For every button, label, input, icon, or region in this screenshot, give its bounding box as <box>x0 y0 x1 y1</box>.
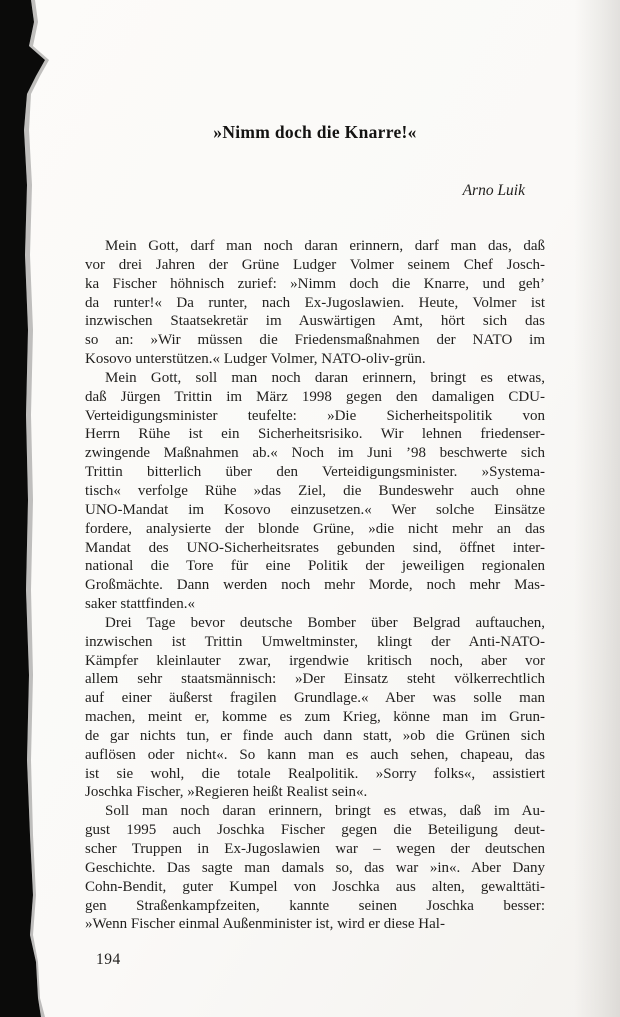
text-line: Kosovo unterstützen.« Ludger Volmer, NATO-oliv-grün. <box>85 351 426 368</box>
text-line: ka Fischer höhnisch zurief: »Nimm doch die Knarre, und geh’ <box>85 275 545 292</box>
text-line: inzwischen Staatsekretär im Auswärtigen Amt, hört sich das <box>85 313 545 330</box>
text-line: inzwischen ist Trittin Umweltminster, klingt der Anti-NATO- <box>85 633 545 650</box>
scan-edge-shape <box>0 0 45 1017</box>
text-line: scher Truppen in Ex-Jugoslawien war – wegen der deutschen <box>85 841 545 857</box>
paragraph <box>85 369 545 614</box>
text-line: fordere, analysierte der blonde Grüne, »die nicht mehr an das <box>85 520 545 537</box>
text-line: Mandat des UNO-Sicherheitsrates gebunden sind, öffnet inter- <box>85 539 545 556</box>
text-line: Geschichte. Das sagte man damals so, das war »in«. Aber Dany <box>85 859 545 876</box>
text-line: Großmächte. Dann werden noch mehr Morde, noch mehr Mas- <box>85 577 545 594</box>
text-line: zwingende Maßnahmen ab.« Noch im Juni ’98 beschwerte sich <box>85 445 545 462</box>
author-name: Arno Luik <box>462 182 525 199</box>
text-line: saker stattfinden.« <box>85 596 195 613</box>
text-line: daß Jürgen Trittin im März 1998 gegen den damaligen CDU- <box>85 388 545 405</box>
text-line: Trittin bitterlich über den Verteidigungsminister. »Systema- <box>85 464 545 481</box>
text-line: UNO-Mandat im Kosovo einzusetzen.« Wer solche Einsätze <box>85 501 545 518</box>
scan-edge-strip <box>0 0 50 1017</box>
text-line: auflösen oder nicht«. So kann man es auch sehen, chapeau, das <box>85 746 545 763</box>
text-line: gust 1995 auch Joschka Fischer gegen die Beteiligung deut- <box>85 822 545 839</box>
text-line: vor drei Jahren der Grüne Ludger Volmer seinem Chef Josch- <box>85 256 545 273</box>
text-line: ist sie wohl, die totale Realpolitik. »Sorry folks«, assistiert <box>85 765 545 782</box>
text-line: »Wenn Fischer einmal Außenminister ist, wird er diese Hal- <box>85 916 445 933</box>
text-line: de gar nichts tun, er finde auch dann statt, »ob die Grünen sich <box>85 727 545 744</box>
text-line: Herrn Rühe ist ein Sicherheitsrisiko. Wir lehnen friedenser- <box>85 426 545 443</box>
page-title: »Nimm doch die Knarre!« <box>213 122 417 142</box>
text-line: auf einer äußerst fragilen Grundlage.« Aber was solle man <box>85 690 545 707</box>
paragraph <box>85 802 545 934</box>
text-line: Mein Gott, darf man noch daran erinnern, darf man das, daß <box>105 238 545 254</box>
text-line: national die Tore für eine Politik der jeweiligen regionalen <box>85 558 545 575</box>
page-curl-shadow <box>574 0 620 1017</box>
text-line: da runter!« Da runter, nach Ex-Jugoslawien. Heute, Volmer ist <box>85 294 545 311</box>
text-line: Verteidigungsminister teufelte: »Die Sicherheitspolitik von <box>85 407 545 424</box>
text-line: Soll man noch daran erinnern, bringt es etwas, daß im Au- <box>105 803 545 820</box>
text-line: Drei Tage bevor deutsche Bomber über Belgrad auftauchen, <box>105 614 545 631</box>
text-line: so an: »Wir müssen die Friedensmaßnahmen der NATO im <box>85 332 545 349</box>
text-line: Mein Gott, soll man noch daran erinnern, bringt es etwas, <box>105 369 545 386</box>
text-line: tisch« verfolge Rühe »das Ziel, die Bundeswehr auch ohne <box>85 482 545 499</box>
text-line: machen, meint er, komme es zum Krieg, könne man im Grun- <box>85 709 545 726</box>
text-line: Kämpfer kleinlauter zwar, irgendwie kritisch noch, aber vor <box>85 652 545 669</box>
text-line: allem sehr staatsmännisch: »Der Einsatz steht völkerrechtlich <box>85 671 545 688</box>
text-block <box>85 237 545 934</box>
text-line: Cohn-Bendit, guter Kumpel von Joschka aus alten, gewalttäti- <box>85 878 545 895</box>
paragraph <box>85 614 545 802</box>
page-number: 194 <box>96 951 121 968</box>
text-line: Joschka Fischer, »Regieren heißt Realist sein«. <box>85 784 368 801</box>
paragraph <box>85 237 545 369</box>
text-line: gen Straßenkampfzeiten, kannte seinen Joschka besser: <box>85 897 545 914</box>
